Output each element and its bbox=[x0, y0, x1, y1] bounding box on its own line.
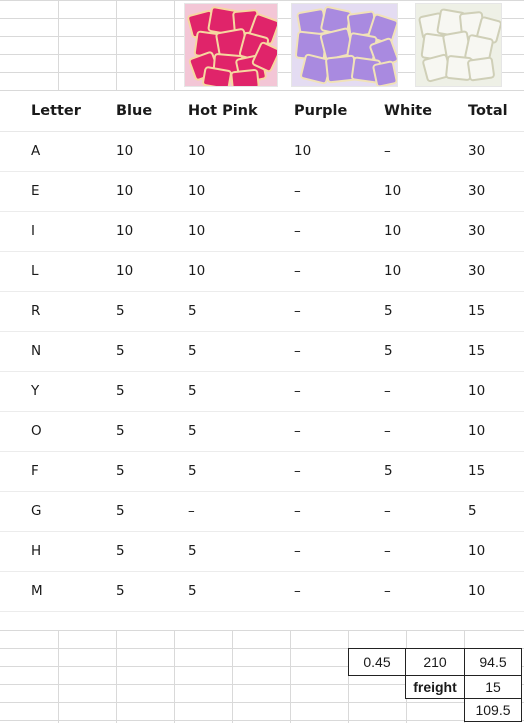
table-row bbox=[0, 371, 524, 412]
cell-hot-pink: 10 bbox=[188, 223, 206, 239]
cell-letter: N bbox=[31, 343, 42, 359]
cell-white: – bbox=[384, 143, 391, 159]
cell-hot-pink: 5 bbox=[188, 343, 197, 359]
cell-purple: – bbox=[294, 303, 301, 319]
grand-total-cell[interactable]: 109.5 bbox=[464, 698, 522, 722]
cell-purple: – bbox=[294, 583, 301, 599]
table-row bbox=[0, 171, 524, 212]
cell-hot-pink: 5 bbox=[188, 583, 197, 599]
cell-hot-pink: 10 bbox=[188, 183, 206, 199]
table-row bbox=[0, 491, 524, 532]
cell-hot-pink: 5 bbox=[188, 303, 197, 319]
cell-purple: 10 bbox=[294, 143, 312, 159]
cell-white: 5 bbox=[384, 303, 393, 319]
cell-blue: 5 bbox=[116, 543, 125, 559]
table-row bbox=[0, 131, 524, 172]
cell-hot-pink: 5 bbox=[188, 383, 197, 399]
cell-purple: – bbox=[294, 503, 301, 519]
table-row bbox=[0, 251, 524, 292]
cell-total: 15 bbox=[468, 343, 486, 359]
cell-hot-pink: 5 bbox=[188, 463, 197, 479]
cell-letter: L bbox=[31, 263, 39, 279]
cell-total: 30 bbox=[468, 263, 486, 279]
table-row bbox=[0, 571, 524, 612]
cell-blue: 5 bbox=[116, 343, 125, 359]
cell-total: 10 bbox=[468, 543, 486, 559]
cell-white: 5 bbox=[384, 463, 393, 479]
cell-white: – bbox=[384, 423, 391, 439]
letter-patch bbox=[372, 60, 398, 87]
cell-blue: 10 bbox=[116, 223, 134, 239]
cell-hot-pink: 5 bbox=[188, 423, 197, 439]
header-white: White bbox=[384, 103, 433, 119]
cell-purple: – bbox=[294, 423, 301, 439]
letter-patch bbox=[467, 56, 496, 81]
table-row bbox=[0, 331, 524, 372]
cell-total: 10 bbox=[468, 383, 486, 399]
subtotal-cell[interactable]: 94.5 bbox=[464, 648, 522, 676]
cell-purple: – bbox=[294, 343, 301, 359]
purple-patches-image bbox=[291, 3, 398, 87]
unit-price-cell[interactable]: 0.45 bbox=[348, 648, 406, 676]
letter-patch bbox=[201, 66, 232, 87]
cell-purple: – bbox=[294, 463, 301, 479]
cell-hot-pink: 10 bbox=[188, 263, 206, 279]
quantity-cell[interactable]: 210 bbox=[405, 648, 465, 676]
cell-total: 5 bbox=[468, 503, 477, 519]
cell-blue: 5 bbox=[116, 463, 125, 479]
cell-letter: H bbox=[31, 543, 42, 559]
cell-purple: – bbox=[294, 183, 301, 199]
cell-blue: 5 bbox=[116, 423, 125, 439]
cell-total: 15 bbox=[468, 463, 486, 479]
cell-letter: A bbox=[31, 143, 41, 159]
freight-cell[interactable]: 15 bbox=[464, 675, 522, 699]
cell-blue: 5 bbox=[116, 583, 125, 599]
cell-purple: – bbox=[294, 263, 301, 279]
cell-total: 30 bbox=[468, 223, 486, 239]
cell-white: – bbox=[384, 583, 391, 599]
table-row bbox=[0, 211, 524, 252]
cell-blue: 10 bbox=[116, 183, 134, 199]
cell-white: 5 bbox=[384, 343, 393, 359]
letter-color-table bbox=[0, 91, 524, 611]
cell-blue: 5 bbox=[116, 503, 125, 519]
cell-hot-pink: 5 bbox=[188, 543, 197, 559]
cell-purple: – bbox=[294, 543, 301, 559]
cell-letter: F bbox=[31, 463, 39, 479]
table-row bbox=[0, 411, 524, 452]
cell-white: – bbox=[384, 503, 391, 519]
cell-letter: G bbox=[31, 503, 42, 519]
cell-blue: 5 bbox=[116, 383, 125, 399]
header-letter: Letter bbox=[31, 103, 81, 119]
cell-blue: 5 bbox=[116, 303, 125, 319]
cell-white: 10 bbox=[384, 263, 402, 279]
hot-pink-patches-image bbox=[184, 3, 278, 87]
cell-total: 30 bbox=[468, 183, 486, 199]
cell-purple: – bbox=[294, 383, 301, 399]
header-purple: Purple bbox=[294, 103, 348, 119]
freight-label-cell[interactable]: freight bbox=[405, 675, 465, 699]
header-hot-pink: Hot Pink bbox=[188, 103, 258, 119]
cell-white: 10 bbox=[384, 223, 402, 239]
cell-hot-pink: – bbox=[188, 503, 195, 519]
header-blue: Blue bbox=[116, 103, 153, 119]
cell-letter: R bbox=[31, 303, 41, 319]
cell-letter: E bbox=[31, 183, 40, 199]
cell-white: – bbox=[384, 543, 391, 559]
cell-total: 15 bbox=[468, 303, 486, 319]
cell-letter: Y bbox=[31, 383, 40, 399]
cell-total: 10 bbox=[468, 583, 486, 599]
cell-letter: M bbox=[31, 583, 43, 599]
table-header-row bbox=[0, 91, 524, 132]
cell-white: 10 bbox=[384, 183, 402, 199]
cell-letter: I bbox=[31, 223, 35, 239]
cell-total: 30 bbox=[468, 143, 486, 159]
cell-purple: – bbox=[294, 223, 301, 239]
table-row bbox=[0, 451, 524, 492]
header-total: Total bbox=[468, 103, 508, 119]
table-row bbox=[0, 531, 524, 572]
cell-blue: 10 bbox=[116, 143, 134, 159]
white-patches-image bbox=[415, 3, 502, 87]
cell-white: – bbox=[384, 383, 391, 399]
cell-letter: O bbox=[31, 423, 42, 439]
cell-total: 10 bbox=[468, 423, 486, 439]
table-row bbox=[0, 291, 524, 332]
letter-patch bbox=[230, 69, 260, 87]
cell-hot-pink: 10 bbox=[188, 143, 206, 159]
cell-blue: 10 bbox=[116, 263, 134, 279]
